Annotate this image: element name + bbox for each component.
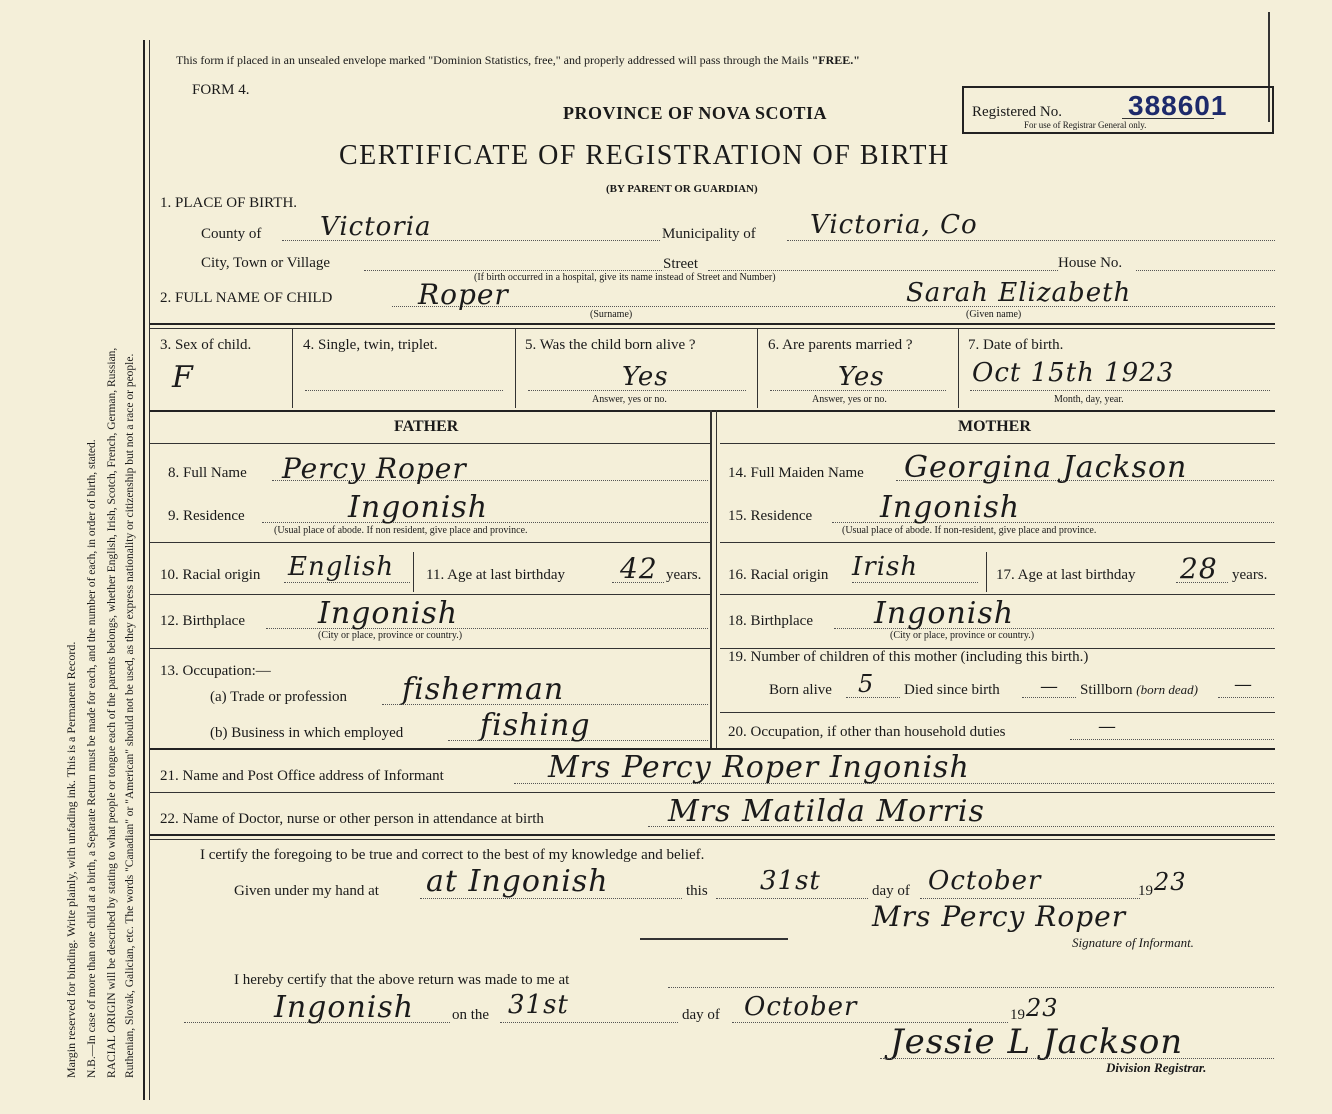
informant-signature-caption: Signature of Informant. [1072,935,1194,950]
blank-line [640,938,788,940]
margin-note-binding: Margin reserved for binding. Write plainly, with unfading ink. This is a Permanent Record. [64,641,78,1078]
certify-statement: I certify the foregoing to be true and correct to the best of my knowledge and belief. [200,847,705,863]
mother-name-label: 14. Full Maiden Name [728,465,864,481]
rule [150,542,710,543]
father-trade-label: (a) Trade or profession [210,689,348,705]
divider-4 [150,834,1275,836]
mother-racial-line [852,582,978,583]
given-place-value: at Ingonish [426,864,609,899]
registrar-caption: Division Registrar. [1106,1060,1207,1075]
house-line [1136,270,1275,271]
county-value: Victoria [320,212,432,242]
father-birthplace-value: Ingonish [318,596,459,631]
mother-birthplace-caption: (City or place, province or country.) [890,630,1035,641]
rule [150,792,1275,793]
given-under-label: Given under my hand at [234,883,379,899]
mother-birthplace-label: 18. Birthplace [728,613,813,629]
father-residence-value: Ingonish [348,490,489,525]
rule [150,594,710,595]
father-age-unit: years. [666,567,702,583]
cell-divider [757,328,758,408]
father-residence-caption: (Usual place of abode. If non resident, give place and province. [274,525,528,536]
margin-note-multiple-births: N.B.—In case of more than one child at a birth, a Separate Return must be made for each, and the number of each, in order of birth, stated. [86,439,98,1078]
mother-occupation-label: 20. Occupation, if other than household duties [728,724,1006,740]
mother-residence-caption: (Usual place of abode. If non-resident, give place and province. [842,525,1097,536]
registrar-on-the-label: on the [452,1007,490,1023]
doctor-value: Mrs Matilda Morris [668,794,985,829]
doctor-label: 22. Name of Doctor, nurse or other person in attendance at birth [160,811,544,827]
father-racial-label: 10. Racial origin [160,567,261,583]
father-heading: FATHER [394,418,459,435]
sex-value: F [172,360,194,395]
born-alive-count-value: 5 [858,670,875,698]
father-residence-label: 9. Residence [168,508,245,524]
father-birthplace-label: 12. Birthplace [160,613,245,629]
divider-1b [150,328,1275,329]
informant-value: Mrs Percy Roper Ingonish [548,750,970,785]
registrar-signature: Jessie L Jackson [890,1022,1184,1062]
cell-divider [986,552,987,592]
rule [720,443,1275,444]
informant-label: 21. Name and Post Office address of Informant [160,768,444,784]
registrar-month-value: October [744,992,858,1022]
father-age-value: 42 [620,552,658,585]
died-since-birth-line [1022,697,1076,698]
surname-caption: (Surname) [590,309,633,320]
father-racial-value: English [288,552,395,582]
given-day-line [716,898,868,899]
divider-1 [150,323,1275,325]
municipality-value: Victoria, Co [810,210,978,240]
form-number: FORM 4. [192,82,250,98]
mother-age-value: 28 [1180,552,1218,585]
date-of-birth-caption: Month, day, year. [1054,394,1124,405]
street-label: Street [663,256,698,272]
page-subtitle: (BY PARENT OR GUARDIAN) [606,183,758,195]
margin-rule [143,40,145,1100]
registered-label: Registered No. [972,104,1062,120]
parents-married-value: Yes [838,362,885,392]
mother-heading: MOTHER [958,418,1031,435]
rule [720,542,1275,543]
father-business-label: (b) Business in which employed [210,725,404,741]
rule [720,594,1275,595]
stillborn-value: — [1234,674,1253,695]
mother-name-value: Georgina Jackson [904,450,1188,485]
born-alive-caption: Answer, yes or no. [592,394,667,405]
mother-occupation-line [1070,739,1274,740]
cell-divider [958,328,959,408]
registrar-note: For use of Registrar General only. [1024,120,1147,130]
child-surname: Roper [418,278,509,311]
stillborn-line [1218,697,1274,698]
mother-birthplace-value: Ingonish [874,596,1015,631]
mother-age-unit: years. [1232,567,1268,583]
given-month-value: October [928,866,1042,896]
mail-note: This form if placed in an unsealed envelope marked "Dominion Statistics, free," and properly addressed will pass through the Mails "FREE." [176,53,860,67]
father-trade-value: fisherman [402,672,565,707]
registrar-year-prefix: 19 [1010,1007,1025,1023]
father-name-value: Percy Roper [282,452,467,485]
given-year-prefix: 19 [1138,883,1153,899]
born-alive-label: 5. Was the child born alive ? [525,337,696,353]
died-since-birth-value: — [1040,676,1059,697]
rule [150,648,710,649]
given-year-suffix: 23 [1154,868,1187,896]
mother-racial-label: 16. Racial origin [728,567,829,583]
father-birthplace-caption: (City or place, province or country.) [318,630,463,641]
province-heading: PROVINCE OF NOVA SCOTIA [563,103,828,123]
father-occupation-label: 13. Occupation:— [160,663,271,679]
rule [150,443,710,444]
registered-underline [1122,118,1214,119]
child-name-line [392,306,1275,307]
single-twin-line [305,390,503,391]
registered-number: 388601 [1128,90,1228,121]
born-alive-value: Yes [622,362,669,392]
child-name-label: 2. FULL NAME OF CHILD [160,290,333,306]
mother-age-label: 17. Age at last birthday [996,567,1136,583]
mother-racial-value: Irish [852,552,919,582]
died-since-birth-label: Died since birth [904,682,1000,698]
divider-2 [150,410,1275,412]
child-given-name: Sarah Elizabeth [906,278,1132,308]
registrar-statement-line [668,987,1274,988]
county-label: County of [201,226,262,242]
parents-married-caption: Answer, yes or no. [812,394,887,405]
informant-signature: Mrs Percy Roper [872,900,1127,933]
registrar-day-value: 31st [508,990,569,1020]
registrar-year-suffix: 23 [1026,994,1059,1022]
given-day-value: 31st [760,866,821,896]
date-of-birth-label: 7. Date of birth. [968,337,1064,353]
mother-residence-value: Ingonish [880,490,1021,525]
given-name-caption: (Given name) [966,309,1022,320]
parents-divider [710,410,712,748]
divider-4b [150,839,1275,840]
father-racial-line [284,582,410,583]
cell-divider [413,552,414,592]
date-of-birth-value: Oct 15th 1923 [972,358,1175,388]
municipality-label: Municipality of [662,226,756,242]
registered-number-box [962,86,1274,134]
children-count-label: 19. Number of children of this mother (including this birth.) [728,649,1089,665]
mother-occupation-value: — [1098,716,1117,737]
city-label: City, Town or Village [201,255,331,271]
father-business-value: fishing [480,708,591,743]
rule [720,712,1275,713]
place-of-birth-label: 1. PLACE OF BIRTH. [160,195,298,211]
father-age-label: 11. Age at last birthday [426,567,565,583]
hospital-note: (If birth occurred in a hospital, give its name instead of Street and Number) [474,272,776,283]
given-month-line [920,898,1140,899]
single-twin-label: 4. Single, twin, triplet. [303,337,438,353]
registrar-statement: I hereby certify that the above return was made to me at [234,972,570,988]
sex-label: 3. Sex of child. [160,337,252,353]
page-title: CERTIFICATE OF REGISTRATION OF BIRTH [339,140,950,171]
date-of-birth-line [970,390,1270,391]
father-name-label: 8. Full Name [168,465,247,481]
registrar-day-of-label: day of [682,1007,720,1023]
stillborn-label: Stillborn (born dead) [1080,682,1199,698]
registrar-place-value: Ingonish [274,990,415,1025]
parents-divider-inner [716,410,717,748]
cell-divider [515,328,516,408]
margin-note-racial-origin: RACIAL ORIGIN will be described by stating to what people or tongue each of the parents belongs, whether English, Irish, Scotch, French, German, Russian, [106,347,118,1078]
city-line [364,270,662,271]
mother-residence-label: 15. Residence [728,508,813,524]
municipality-line [787,240,1275,241]
this-label: this [686,883,708,899]
registrar-day-line [500,1022,678,1023]
given-day-of-label: day of [872,883,910,899]
born-alive-count-label: Born alive [769,682,832,698]
margin-rule-inner [149,40,150,1100]
house-label: House No. [1058,255,1123,271]
parents-married-label: 6. Are parents married ? [768,337,913,353]
cell-divider [292,328,293,408]
street-line [708,270,1058,271]
registrar-signature-line [880,1058,1274,1059]
margin-note-racial-origin-2: Ruthenian, Slovak, Galician, etc. The words "Canadian" or "American" should not be used, as they express nationality or citizenship but not a race or people. [124,353,136,1078]
